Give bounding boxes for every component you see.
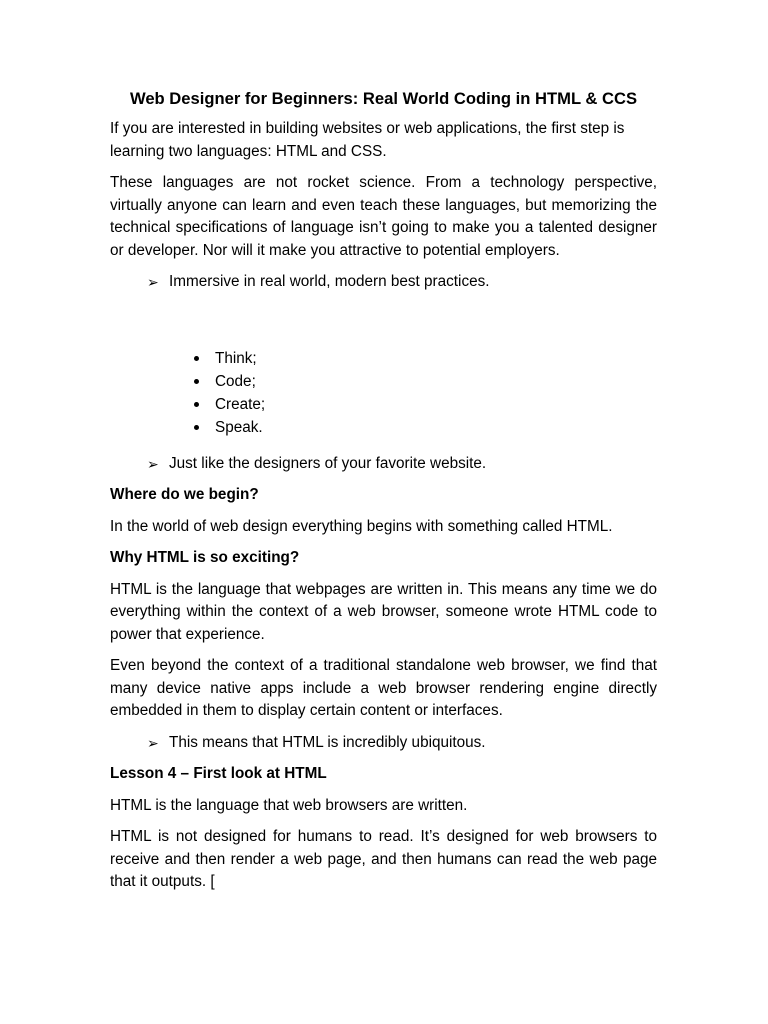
bullet-dot-icon [194,402,199,407]
bullet-item-text: Think; [215,349,257,367]
bullet-item-text: Create; [215,395,266,413]
intro-paragraph: If you are interested in building websites or web applications, the first step is learning two languages: HTML and CSS. [110,120,625,160]
arrow-bullet-icon: ➢ [147,455,159,472]
document-title: Web Designer for Beginners: Real World Coding in HTML & CCS [129,89,638,108]
exciting-paragraph-1: HTML is the language that webpages are written in. This means any time we do everything within the context of a web browser, someone wrote HTML code to power that experience. [110,580,657,643]
bullet-dot-icon [194,379,199,384]
bullet-item [110,347,657,370]
lesson4-paragraph-2: HTML is not designed for humans to read. It’s designed for web browsers to receive and then render a web page, and then humans can read the web page that it outputs. [ [110,828,657,890]
arrow-item-text: Immersive in real world, modern best practices. [169,273,490,290]
bullet-dot-icon [194,425,199,430]
bullet-list [110,347,657,439]
bullet-dot-icon [194,356,199,361]
section-heading-begin: Where do we begin? [110,486,259,503]
arrow-bullet-icon: ➢ [147,274,159,290]
spacer [110,439,657,453]
arrow-item-text: Just like the designers of your favorite website. [169,454,487,472]
section-heading-lesson4: Lesson 4 – First look at HTML [110,765,327,782]
bullet-item-text: Code; [215,372,256,390]
document-page [110,88,657,903]
bullet-item [110,393,657,416]
section-heading-exciting: Why HTML is so exciting? [110,549,300,566]
arrow-item-text: This means that HTML is incredibly ubiquitous. [169,733,486,751]
bullet-item-text: Speak. [215,418,263,436]
exciting-paragraph-2: Even beyond the context of a traditional standalone web browser, we find that many device native apps include a web browser rendering engine directly embedded in them to display certain content or interfaces. [110,657,657,719]
spacer [110,303,657,347]
lesson4-paragraph-1: HTML is the language that web browsers are written. [110,796,468,814]
arrow-bullet-icon: ➢ [147,734,159,751]
arrow-list-item [110,453,657,476]
bullet-item [110,370,657,393]
begin-paragraph: In the world of web design everything begins with something called HTML. [110,517,613,535]
bullet-item [110,416,657,439]
arrow-list-item [110,732,657,755]
arrow-list-item [110,271,657,294]
languages-paragraph: These languages are not rocket science. From a technology perspective, virtually anyone can learn and even teach these languages, but memorizing the technical specifications of language isn’t going to make you a talented designer or developer. Nor will it make you attractive to potential employers. [110,174,657,259]
